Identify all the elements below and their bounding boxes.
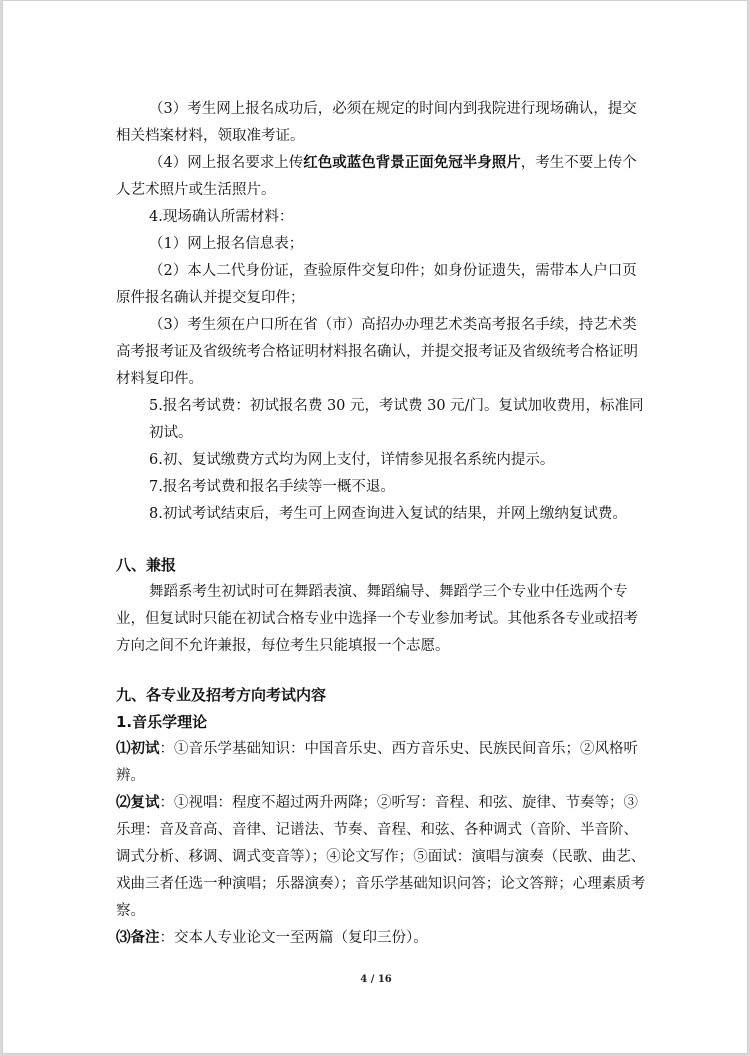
paragraph-online-registration-4	[116, 150, 646, 204]
page-content	[116, 96, 646, 952]
paragraph-concurrent-application: 舞蹈系考生初试时可在舞蹈表演、舞蹈编导、舞蹈学三个专业中任选两个专业，但复试时只能在初试合格专业中选择一个专业参加考试。其他系各专业或招考方向之间不允许兼报，每位考生只能填报一个志愿。	[116, 584, 638, 654]
section-heading-concurrent-application: 八、兼报	[116, 556, 177, 574]
text-preliminary-exam: ：①音乐学基础知识：中国音乐史、西方音乐史、民族民间音乐；②风格听辨。	[116, 741, 638, 784]
spacer	[116, 660, 646, 682]
paragraph-retest	[116, 790, 646, 925]
label-retest: ⑵复试	[116, 795, 160, 811]
text-photo-requirement-prefix: （4）网上报名要求上传	[149, 155, 304, 171]
material-item-2: （2）本人二代身份证，查验原件交复印件；如身份证遗失，需带本人户口页原件报名确认并提交复印件；	[116, 263, 637, 306]
section-heading-exam-content: 九、各专业及招考方向考试内容	[116, 686, 327, 704]
paragraph-online-registration-3: （3）考生网上报名成功后，必须在规定的时间内到我院进行现场确认，提交相关档案材料，领取准考证。	[116, 101, 637, 144]
label-preliminary-exam: ⑴初试	[116, 741, 160, 757]
item-exam-fee: 5.报名考试费：初试报名费 30 元，考试费 30 元/门。复试加收费用，标准同初试。	[149, 398, 644, 441]
paragraph-remarks	[116, 925, 646, 952]
paragraph-preliminary-exam	[116, 736, 646, 790]
spacer	[116, 528, 646, 552]
material-item-1: （1）网上报名信息表；	[149, 236, 304, 252]
text-retest: ：①视唱：程度不超过两升两降；②听写：音程、和弦、旋律、节奏等；③乐理：音及音高、音律、记谱法、节奏、音程、和弦、各种调式（音阶、半音阶、调式分析、移调、调式变音等）；④论文写作；⑤面试：演唱与演奏（民歌、曲艺、戏曲三者任选一种演唱；乐器演奏）；音乐学基础知识问答；论文答辩；心理素质考察。	[116, 795, 646, 919]
page-number: 4 / 16	[360, 974, 392, 985]
subheading-musicology-theory: 1.音乐学理论	[116, 713, 208, 731]
item-retest-result: 8.初试考试结束后，考生可上网查询进入复试的结果，并网上缴纳复试费。	[149, 506, 627, 522]
item-payment-method: 6.初、复试缴费方式均为网上支付，详情参见报名系统内提示。	[149, 452, 555, 468]
label-remarks: ⑶备注	[116, 930, 160, 946]
text-photo-requirement-suffix: ，考生不要上传个人艺术照片或生活照片。	[116, 155, 637, 198]
item-no-refund: 7.报名考试费和报名手续等一概不退。	[149, 479, 395, 495]
item-onsite-materials: 4.现场确认所需材料：	[149, 209, 294, 225]
material-item-3: （3）考生须在户口所在省（市）高招办办理艺术类高考报名手续，持艺术类高考报考证及省级统考合格证明材料报名确认，并提交报考证及省级统考合格证明材料复印件。	[116, 317, 638, 387]
document-page	[2, 0, 748, 1054]
text-photo-requirement-emphasis: 红色或蓝色背景正面免冠半身照片	[303, 155, 521, 171]
text-remarks: ：交本人专业论文一至两篇（复印三份）。	[159, 930, 428, 946]
